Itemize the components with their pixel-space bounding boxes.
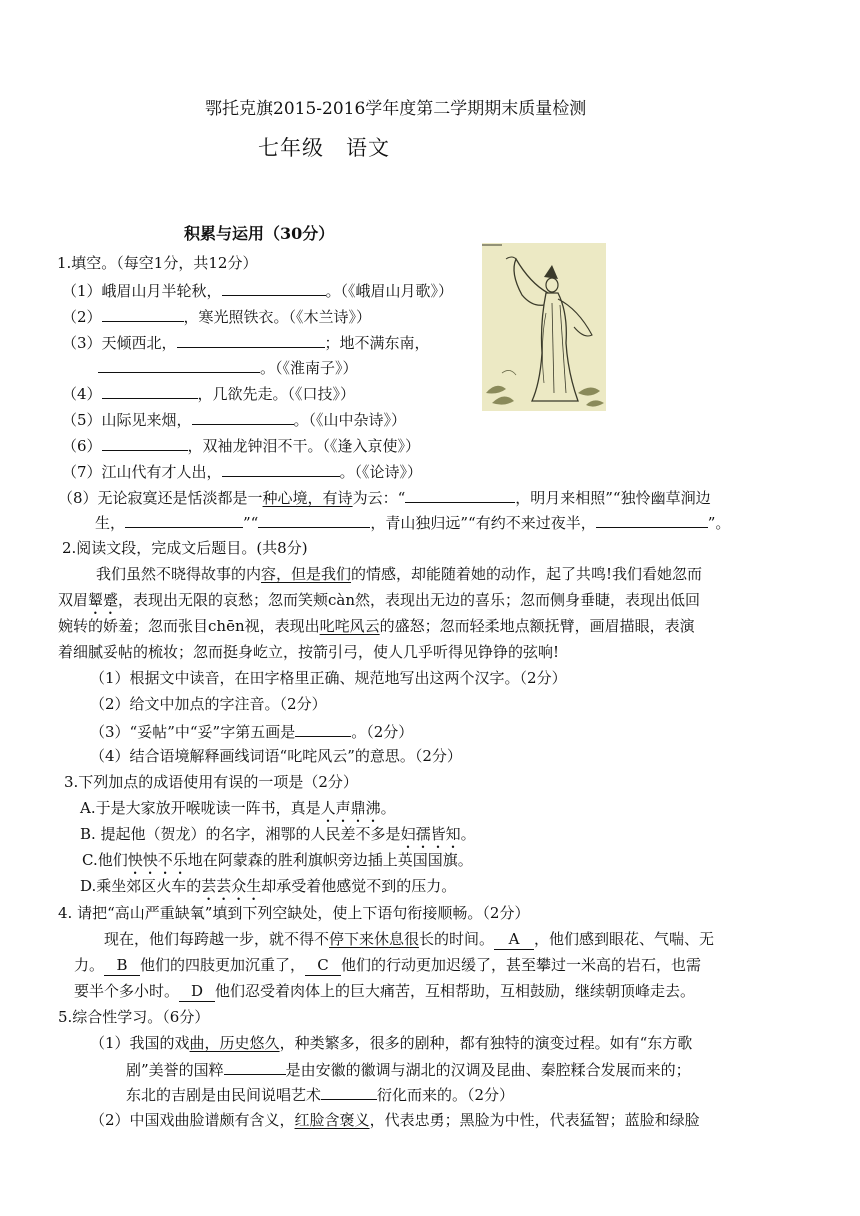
q2-p3a: 婉转的娇羞；忽而张目chēn视，表现出: [58, 617, 320, 635]
q1-item-4-post: ，几欲先走。（《口技》）: [197, 385, 356, 403]
q4-l2b: 他们的四肢更加沉重了，: [140, 956, 306, 974]
q5-s3b: 衍化而来的。（2分）: [377, 1086, 515, 1104]
q2-sub-1: （1）根据文中读音，在田字格里正确、规范地写出这两个汉字。（2分）: [90, 669, 567, 687]
q1-item-2-post: ，寒光照铁衣。（《木兰诗》）: [183, 308, 372, 326]
q1-item-8-line2: [95, 511, 730, 533]
q1-item-5-pre: （5）山际见来烟，: [62, 411, 192, 429]
q2-stem: 2.阅读文段，完成文后题目。(共8分): [62, 539, 308, 557]
q3-b-pre: B. 提起他（贺龙）的名字，湘鄂的人民差不多是: [80, 825, 401, 843]
q1-item-5-post: 。（《山中杂诗》）: [293, 411, 407, 429]
exam-title: 鄂托克旗2015-2016学年度第二学期期末质量检测: [205, 99, 587, 119]
q4-l2c: 他们的行动更加迟缓了，甚至攀过一米高的岩石，也需: [341, 956, 702, 974]
q5-s1-underlined: 曲，历史悠久: [189, 1034, 280, 1052]
q5-sub2-line1: [90, 1110, 700, 1130]
q1-item-7-post: 。（《论诗》）: [339, 463, 423, 481]
q5-s2b: 是由安徽的徽调与湖北的汉调及昆曲、秦腔糅合发展而来的；: [285, 1061, 691, 1079]
q4-l3b: 他们忍受着肉体上的巨大痛苦，互相帮助，互相鼓励，继续朝顶峰走去。: [215, 982, 696, 1000]
q4-l1-underlined: 停下来休息很: [329, 930, 420, 948]
q1-item-3-post: ；地不满东南，: [324, 334, 430, 352]
q3-d-post: 却承受着他感觉不到的压力。: [261, 877, 457, 895]
q5-sub1-line2: [126, 1058, 691, 1080]
q4-line1: [104, 929, 714, 950]
q3-c-post: 地在阿蒙森的胜利旗帜旁边插上英国国旗。: [187, 851, 473, 869]
q1-item-1-pre: （1）峨眉山月半轮秋，: [62, 282, 222, 300]
q4-blank-d[interactable]: D: [179, 981, 215, 1002]
q4-stem: 4. 请把“高山严重缺氧”填到下列空缺处，使上下语句衔接顺畅。（2分）: [58, 904, 530, 922]
q5-s1b: ，种类繁多，很多的剧种，都有独特的演变过程。如有“东方歌: [279, 1034, 693, 1052]
q1-item-1: [62, 279, 453, 301]
q1-item-6-blank[interactable]: [102, 434, 188, 451]
q1-item-8-blank-3[interactable]: [258, 511, 370, 528]
q5-s3a: 东北的吉剧是由民间说唱艺术: [126, 1086, 322, 1104]
q1-item-8-g: ”。: [707, 514, 731, 532]
q4-l1a: 现在，他们每跨越一步，就不得不: [104, 930, 330, 948]
q2-para-line3: [58, 616, 695, 636]
q5-stem: 5.综合性学习。（6分）: [58, 1008, 210, 1026]
q3-stem: 3.下列加点的成语使用有误的一项是（2分）: [64, 773, 358, 791]
q2-p1-underlined: 容，但是我们: [261, 565, 352, 583]
q3-d-pre: D.乘坐郊区火车的: [80, 877, 202, 895]
grade-subject: 七年级 语文: [258, 136, 390, 160]
q1-item-4-pre: （4）: [62, 385, 102, 403]
q3-option-d: [80, 876, 456, 904]
q5-sub1-blank-1[interactable]: [224, 1058, 286, 1075]
q3-a-post: 。: [380, 799, 396, 817]
q5-sub1-line3: [126, 1083, 514, 1105]
q1-item-3: [62, 331, 430, 353]
q1-item-6-pre: （6）: [62, 437, 102, 455]
q1-item-6: [62, 434, 420, 456]
q4-blank-a[interactable]: A: [494, 929, 534, 950]
q4-line3: [74, 981, 695, 1002]
q1-item-7-blank[interactable]: [222, 460, 340, 477]
q4-line2: [74, 955, 701, 976]
q5-t1b: ，代表忠勇；黑脸为中性，代表猛智；蓝脸和绿脸: [369, 1111, 700, 1129]
q1-item-1-blank[interactable]: [222, 279, 326, 296]
q5-t1-underlined: 红脸含褒义: [294, 1111, 370, 1129]
poet-illustration: [482, 243, 606, 411]
q1-item-8-blank-1[interactable]: [405, 486, 515, 503]
q1-stem: 1.填空。（每空1分，共12分）: [57, 254, 258, 272]
q3-a-pre: A.于是大家放开喉咙读一阵书，真是: [80, 799, 321, 817]
q1-item-7: [62, 460, 422, 482]
q3-a-dotted: 人声鼎沸: [320, 799, 381, 817]
q4-l2a: 力。: [74, 956, 105, 974]
q1-item-8-blank-2[interactable]: [125, 511, 243, 528]
q4-blank-b[interactable]: B: [104, 955, 140, 976]
q3-d-dotted: 芸芸众生: [201, 877, 262, 895]
q5-sub1-line1: [90, 1033, 692, 1053]
q2-p2a: 双眉: [58, 591, 89, 609]
q2-sub-4: （4）结合语境解释画线词语“叱咤风云”的意思。（2分）: [90, 747, 462, 765]
q2-sub-3-blank[interactable]: [295, 720, 351, 737]
q2-sub-2: （2）给文中加点的字注音。（2分）: [90, 695, 327, 713]
q2-para-line4: 着细腻妥帖的梳妆；忽而挺身屹立，按箭引弓，使人几乎听得见铮铮的弦响!: [58, 643, 560, 661]
q2-para-line1: [96, 564, 702, 584]
q5-sub1-blank-2[interactable]: [321, 1083, 377, 1100]
q4-l1c: ，他们感到眼花、气喘、无: [534, 930, 715, 948]
q4-l1b: 长的时间。: [419, 930, 495, 948]
q2-sub-3-text: （3）“妥帖”中“妥”字第五画是: [90, 723, 296, 741]
section-title: 积累与运用（30分）: [184, 224, 335, 243]
q1-item-3-cont: [98, 356, 358, 378]
q1-item-4: [62, 382, 355, 404]
q2-p2b: ，表现出无限的哀愁；忽而笑颊càn然，表现出无边的喜乐；忽而侧身垂睫，表现出低回: [118, 591, 701, 609]
q3-b-dotted: 妇孺皆知: [400, 825, 461, 843]
q2-para-line2: [58, 590, 700, 618]
q1-item-6-post: ，双袖龙钟泪不干。（《逢入京使》）: [187, 437, 421, 455]
q1-item-8-a: （8）无论寂寞还是恬淡都是一: [58, 489, 263, 507]
q2-p2-dotted: 颦蹙: [88, 591, 119, 609]
q1-item-2-pre: （2）: [62, 308, 102, 326]
q1-item-5: [62, 408, 406, 430]
q5-s1a: （1）我国的戏: [90, 1034, 190, 1052]
q1-item-3-cont-post: 。（《淮南子》）: [260, 359, 358, 377]
q2-p1a: 我们虽然不晓得故事的内: [96, 565, 262, 583]
q2-p1b: 的情感，却能随着她的动作，起了共鸣!我们看她忽而: [351, 565, 703, 583]
q1-item-4-blank[interactable]: [102, 382, 198, 399]
q3-option-c: [82, 850, 473, 878]
q1-item-8-line1: [58, 486, 711, 508]
q5-t1a: （2）中国戏曲脸谱颇有含义，: [90, 1111, 295, 1129]
q3-c-pre: C.他们: [82, 851, 128, 869]
q1-item-8-d: 生，: [95, 514, 126, 532]
q1-item-8-b: 为云：“: [352, 489, 406, 507]
q2-sub-3: [90, 720, 413, 742]
q1-item-1-post: 。（《峨眉山月歌》）: [325, 282, 454, 300]
q1-item-3-blank-a[interactable]: [177, 331, 325, 348]
q1-item-8-e: ”“: [243, 514, 259, 532]
q1-item-5-blank[interactable]: [192, 408, 294, 425]
q4-blank-c[interactable]: C: [305, 955, 341, 976]
q1-item-3-pre: （3）天倾西北，: [62, 334, 177, 352]
q5-s2a: 剧”美誉的国粹: [126, 1061, 224, 1079]
q3-option-a: [80, 798, 396, 826]
q1-item-8-f: ，青山独归远”“有约不来过夜半，: [370, 514, 596, 532]
q1-item-8-c: ，明月来相照”“独怜幽草涧边: [515, 489, 711, 507]
q1-item-2-blank[interactable]: [102, 305, 184, 322]
q1-item-7-pre: （7）江山代有才人出，: [62, 463, 222, 481]
q3-option-b: [80, 824, 476, 852]
q2-p3b: 的盛怒；忽而轻柔地点额抚臂，画眉描眼，表演: [379, 617, 695, 635]
q1-item-8-underlined: 种心境，有诗: [262, 489, 353, 507]
q3-b-post: 。: [460, 825, 476, 843]
q2-p3-underlined: 叱咤风云: [319, 617, 380, 635]
q1-item-8-blank-4[interactable]: [596, 511, 708, 528]
q2-sub-3-end: 。（2分）: [351, 723, 414, 741]
q1-item-3-blank-b[interactable]: [98, 356, 260, 373]
q1-item-2: [62, 305, 371, 327]
q4-l3a: 要半个多小时。: [74, 982, 180, 1000]
q3-c-dotted: 怏怏不乐: [127, 851, 188, 869]
